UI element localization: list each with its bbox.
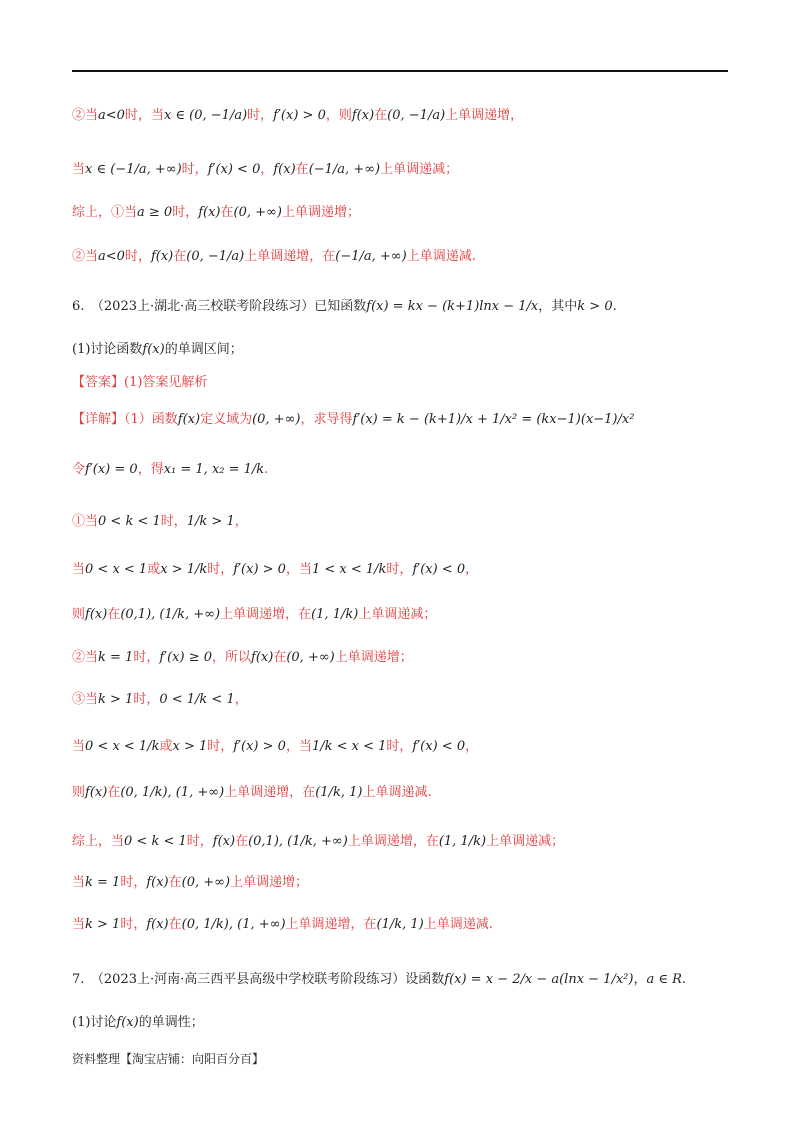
text-run: ②当 [72, 108, 99, 123]
math-expression: a ≥ 0 [137, 205, 173, 220]
text-line [72, 915, 493, 935]
text-run: 6. （2023上·湖北·高三校联考阶段练习）已知函数 [72, 299, 367, 314]
text-run: 【详解】（1）函数 [72, 412, 178, 427]
math-expression: (1, 1/k) [438, 834, 487, 849]
text-run: 时， [172, 205, 199, 220]
text-run: ②当 [72, 650, 99, 665]
math-expression: f(x) [177, 412, 201, 427]
text-run: 上单调递减； [486, 834, 565, 849]
text-run: 在 [173, 249, 187, 264]
math-expression: f′(x) < 0 [412, 562, 466, 577]
text-run: . [612, 299, 617, 314]
text-run: 当 [72, 739, 86, 754]
math-expression: (0, 1/k), (1, +∞) [120, 785, 225, 800]
page-footer: 资料整理【淘宝店铺：向阳百分百】 [72, 1052, 265, 1066]
text-line [72, 460, 268, 480]
math-expression: x ∈ (0, −1/a) [163, 108, 248, 123]
text-line [72, 832, 564, 852]
header-rule [72, 70, 728, 72]
text-run: 在 [374, 108, 388, 123]
math-expression: 1/k < x < 1 [311, 739, 387, 754]
math-expression: 0 < k < 1 [124, 834, 187, 849]
text-run: 当 [72, 917, 86, 932]
text-line [72, 160, 458, 180]
text-run: ，当 [285, 562, 312, 577]
text-line [72, 783, 432, 803]
text-line [72, 410, 634, 430]
math-expression: (0, −1/a) [186, 249, 245, 264]
text-run: 时， [181, 162, 208, 177]
text-run: 上单调递增，在 [347, 834, 439, 849]
math-expression: x ∈ (−1/a, +∞) [85, 162, 182, 177]
math-expression: (0, +∞) [286, 650, 335, 665]
text-line [72, 373, 207, 393]
math-expression: 1/k > 1 [186, 514, 235, 529]
text-run: ②当 [72, 249, 99, 264]
math-expression: x₁ = 1, x₂ = 1/k [163, 462, 265, 477]
text-run: 时， [186, 834, 213, 849]
math-expression: x > 1 [172, 739, 208, 754]
text-run: . [264, 462, 269, 477]
text-run: 上单调递增； [334, 650, 413, 665]
text-run: 上单调递增，在 [220, 607, 312, 622]
math-expression: 0 < x < 1/k [85, 739, 160, 754]
text-run: 时， [386, 739, 413, 754]
math-expression: f′(x) ≥ 0 [159, 650, 213, 665]
math-expression: (1/k, 1) [315, 785, 363, 800]
text-run: ， [234, 692, 248, 707]
text-run: 上单调递增，在 [244, 249, 336, 264]
math-expression: f′(x) = 0 [85, 462, 138, 477]
text-run: 或 [147, 562, 161, 577]
text-run: 时， [124, 249, 151, 264]
text-run: (1)讨论 [72, 1015, 117, 1030]
math-expression: (0,1), (1/k, +∞) [248, 834, 348, 849]
text-run: 在 [168, 917, 182, 932]
math-expression: (0, −1/a) [387, 108, 446, 123]
math-expression: (0,1), (1/k, +∞) [120, 607, 221, 622]
text-run: ，则 [325, 108, 352, 123]
math-expression: k > 0 [577, 299, 613, 314]
text-run: 时， [133, 650, 160, 665]
text-run: 的单调性； [138, 1015, 204, 1030]
text-run: ，得 [137, 462, 164, 477]
text-run: ①当 [72, 514, 99, 529]
math-expression: (0, 1/k), (1, +∞) [181, 917, 286, 932]
math-expression: f′(x) > 0 [273, 108, 326, 123]
text-run: ，求导得 [300, 412, 353, 427]
text-run: 在 [273, 650, 287, 665]
text-line [72, 560, 478, 580]
math-expression: (1/k, 1) [376, 917, 424, 932]
math-expression: k > 1 [98, 692, 134, 707]
math-expression: f′(x) < 0 [207, 162, 261, 177]
math-expression: f(x) [198, 205, 221, 220]
text-run: ， [234, 514, 248, 529]
text-run: 上单调递增； [230, 875, 309, 890]
text-line [72, 605, 436, 625]
text-run: 的单调区间； [164, 342, 243, 357]
text-run: 上单调递增，在 [285, 917, 377, 932]
text-run: 上单调递减. [362, 785, 432, 800]
text-line [72, 737, 478, 757]
text-line [72, 247, 476, 267]
math-expression: a<0 [98, 249, 125, 264]
math-expression: f(x) [85, 785, 108, 800]
text-run: 在 [235, 834, 249, 849]
text-run: 综上，①当 [72, 205, 138, 220]
text-run: 上单调递增； [281, 205, 360, 220]
text-run: ， [633, 972, 647, 987]
math-expression: f(x) = kx − (k+1)lnx − 1/x [366, 299, 539, 314]
text-line [72, 512, 248, 532]
math-expression: 0 < x < 1 [85, 562, 148, 577]
text-run: 时， [120, 875, 147, 890]
text-line [72, 340, 243, 360]
text-run: 上单调递减； [358, 607, 437, 622]
text-run: 时，当 [124, 108, 164, 123]
math-expression: f(x) [142, 342, 165, 357]
text-line [72, 970, 686, 990]
text-run: 上单调递增， [445, 108, 524, 123]
text-run: 7. （2023上·河南·高三西平县高级中学校联考阶段练习）设函数 [72, 972, 445, 987]
text-line [72, 873, 308, 893]
math-expression: k = 1 [85, 875, 121, 890]
text-run: 时， [207, 739, 234, 754]
math-expression: (0, +∞) [233, 205, 282, 220]
math-expression: 1 < x < 1/k [311, 562, 387, 577]
text-run: 上单调递减. [406, 249, 476, 264]
math-expression: k = 1 [98, 650, 134, 665]
text-run: 在 [295, 162, 309, 177]
math-expression: 0 < k < 1 [98, 514, 161, 529]
text-run: ，所以 [212, 650, 252, 665]
math-expression: f(x) [146, 875, 169, 890]
text-run: 时， [120, 917, 147, 932]
text-run: 令 [72, 462, 86, 477]
math-expression: f(x) = x − 2/x − a(lnx − 1/x²) [444, 972, 634, 987]
text-run: 上单调递减； [380, 162, 459, 177]
math-expression: (0, +∞) [181, 875, 231, 890]
text-run: ， [465, 739, 479, 754]
text-run: 或 [159, 739, 173, 754]
math-expression: f(x) [273, 162, 296, 177]
text-run: 时， [160, 514, 187, 529]
text-line [72, 690, 248, 710]
text-run: 则 [72, 607, 86, 622]
math-expression: f(x) [116, 1015, 139, 1030]
text-run: ， [465, 562, 479, 577]
math-expression: f(x) [212, 834, 236, 849]
text-run: 在 [220, 205, 234, 220]
text-run: 上单调递增，在 [224, 785, 316, 800]
text-run: 在 [107, 785, 121, 800]
text-run: ，其中 [538, 299, 578, 314]
text-run: 时， [207, 562, 234, 577]
text-run: 在 [107, 607, 121, 622]
text-run: 定义域为 [200, 412, 253, 427]
math-expression: f′(x) = k − (k+1)/x + 1/x² = (kx−1)(x−1)/x² [352, 412, 635, 427]
text-run: 上单调递减. [423, 917, 493, 932]
math-expression: f(x) [351, 108, 375, 123]
math-expression: f(x) [146, 917, 169, 932]
text-line [72, 106, 523, 126]
text-run: 当 [72, 562, 86, 577]
text-run: 当 [72, 875, 86, 890]
math-expression: 0 < 1/k < 1 [159, 692, 235, 707]
text-run: (1)讨论函数 [72, 342, 143, 357]
math-expression: f(x) [150, 249, 174, 264]
text-run: ， [260, 162, 274, 177]
math-expression: f(x) [251, 650, 274, 665]
math-expression: (−1/a, +∞) [335, 249, 407, 264]
math-expression: f′(x) < 0 [412, 739, 466, 754]
text-run: ③当 [72, 692, 99, 707]
text-run: 当 [72, 162, 86, 177]
text-run: 时， [133, 692, 160, 707]
math-expression: a ∈ R [646, 972, 682, 987]
math-expression: (−1/a, +∞) [308, 162, 381, 177]
text-line [72, 297, 617, 317]
math-expression: f(x) [85, 607, 108, 622]
text-line [72, 1013, 204, 1033]
math-expression: (1, 1/k) [311, 607, 359, 622]
math-expression: (0, +∞) [252, 412, 301, 427]
text-run: 综上，当 [72, 834, 125, 849]
math-expression: k > 1 [85, 917, 121, 932]
math-expression: x > 1/k [160, 562, 208, 577]
math-expression: a<0 [98, 108, 125, 123]
math-expression: f′(x) > 0 [233, 739, 286, 754]
text-run: ，当 [285, 739, 312, 754]
text-line [72, 203, 360, 223]
text-run: 【答案】(1)答案见解析 [72, 375, 208, 390]
text-run: 则 [72, 785, 86, 800]
math-expression: f′(x) > 0 [233, 562, 286, 577]
text-run: 时， [386, 562, 413, 577]
text-run: 在 [168, 875, 182, 890]
text-line [72, 648, 413, 668]
text-run: . [681, 972, 687, 987]
text-run: 时， [247, 108, 274, 123]
